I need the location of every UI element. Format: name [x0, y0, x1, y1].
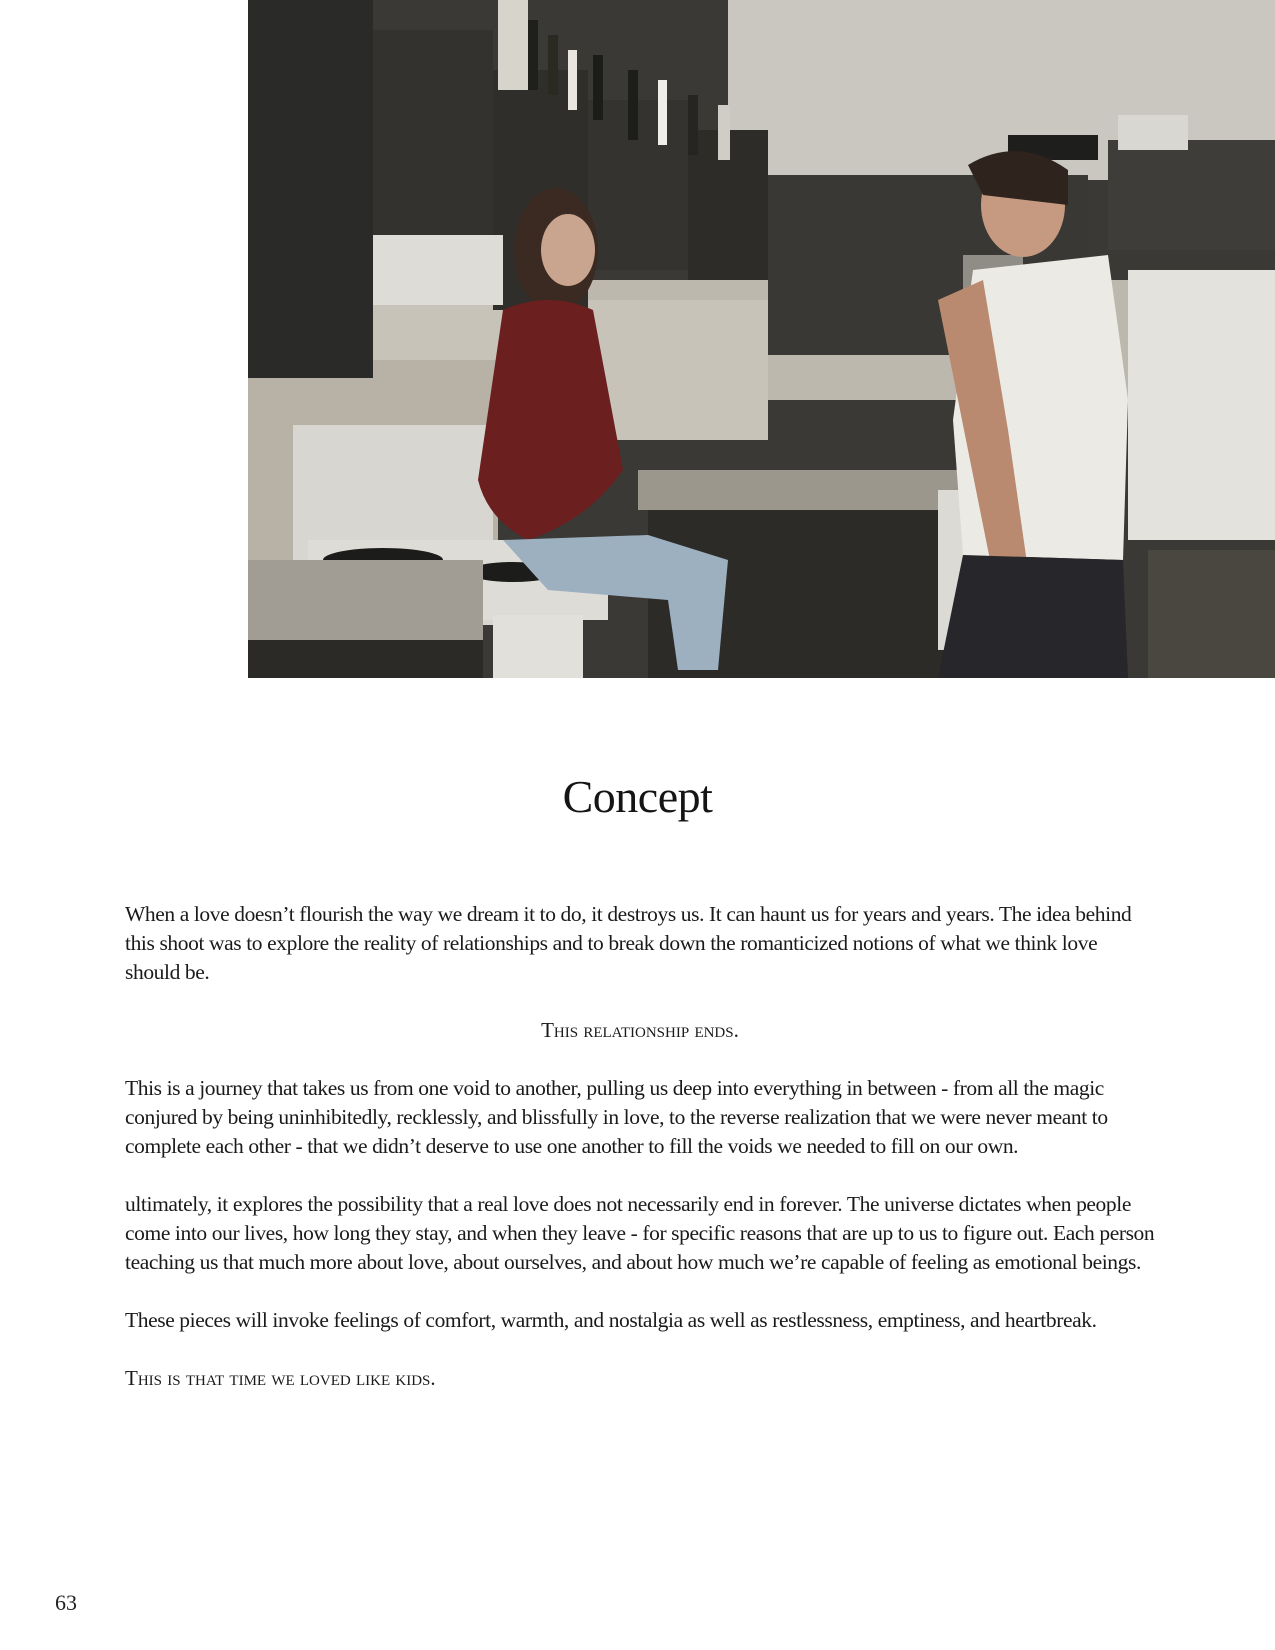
page-title: Concept	[562, 771, 713, 822]
closing-line: This is that time we loved like kids.	[125, 1366, 436, 1390]
page-number: 63	[55, 1590, 77, 1615]
relationship-ends-line: This relationship ends.	[541, 1018, 739, 1042]
intro-paragraph: When a love doesn’t flourish the way we dream it to do, it destroys us. It can haunt us for years and years. The idea behind this shoot was to explore the reality of relationships and to break down the romanticized notions of what we think love should be.	[125, 902, 1132, 984]
ultimately-paragraph: ultimately, it explores the possibility that a real love does not necessarily end in forever. The universe dictates when people come into our lives, how long they stay, and when they leave - for specific reasons that are up to us to figure out. Each person teaching us that much more about love, about ourselves, and about how much we’re capable of feeling as emotional beings.	[125, 1192, 1155, 1274]
journey-paragraph: This is a journey that takes us from one void to another, pulling us deep into everything in between - from all the magic conjured by being uninhibitedly, recklessly, and blissfully in love, to the reverse realization that we were never meant to complete each other - that we didn’t deserve to use one another to fill the voids we needed to fill on our own.	[125, 1076, 1108, 1158]
pieces-paragraph: These pieces will invoke feelings of comfort, warmth, and nostalgia as well as restlessness, emptiness, and heartbreak.	[125, 1308, 1097, 1332]
kitchen-couple-photo	[248, 0, 1275, 678]
photo-illustration	[248, 0, 1275, 678]
concept-body	[125, 900, 1155, 1422]
